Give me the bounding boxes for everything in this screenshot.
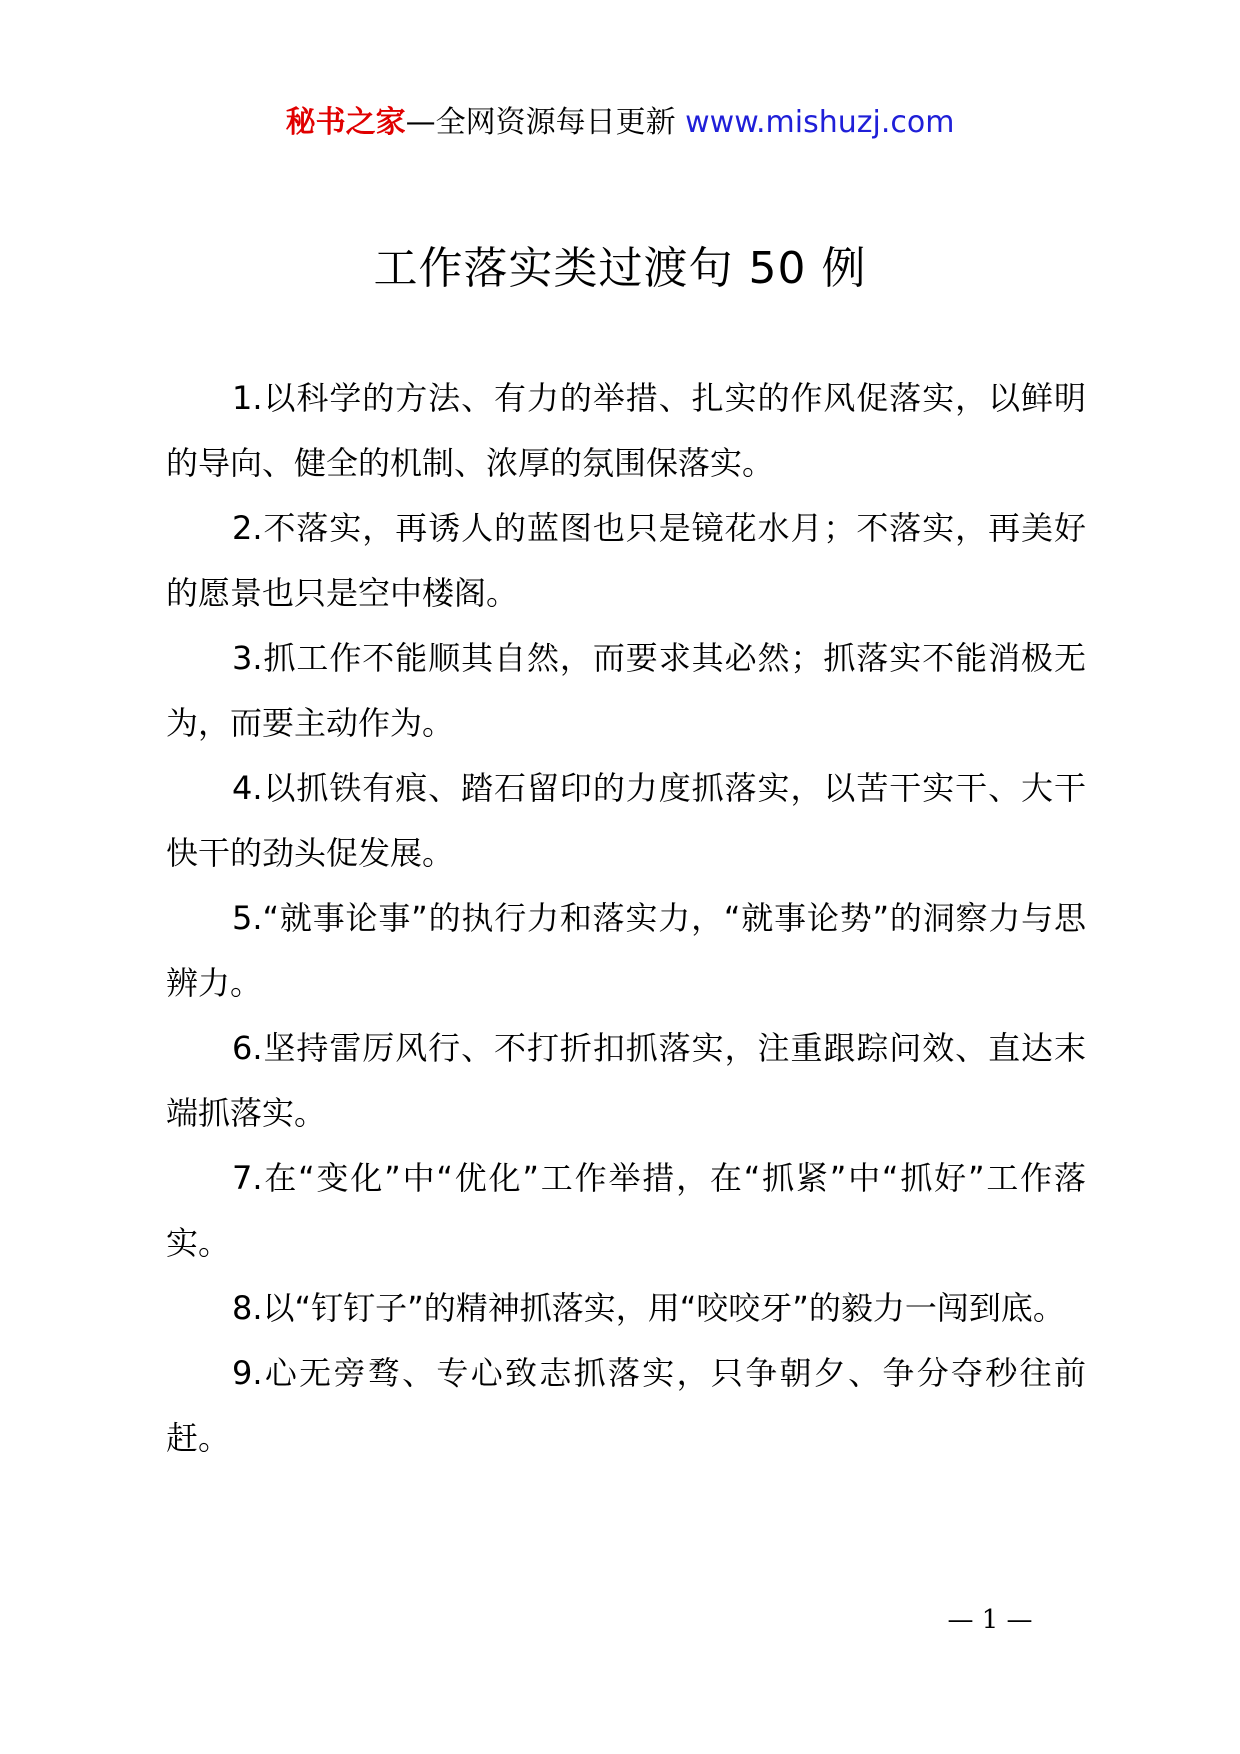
site-brand: 秘书之家 (285, 105, 406, 140)
list-item: 5.“就事论事”的执行力和落实力，“就事论势”的洞察力与思辨力。 (166, 899, 1086, 1002)
list-item: 2.不落实，再诱人的蓝图也只是镜花水月；不落实，再美好的愿景也只是空中楼阁。 (166, 509, 1086, 612)
page-number: — 1 — (947, 1605, 1033, 1635)
site-slogan: —全网资源每日更新 (405, 105, 676, 140)
list-item: 1.以科学的方法、有力的举措、扎实的作风促落实，以鲜明的导向、健全的机制、浓厚的氛围保落实。 (166, 379, 1086, 482)
list-item: 3.抓工作不能顺其自然，而要求其必然；抓落实不能消极无为，而要主动作为。 (166, 639, 1086, 742)
list-item: 9.心无旁骛、专心致志抓落实，只争朝夕、争分夺秒往前赶。 (166, 1354, 1086, 1457)
list-item: 6.坚持雷厉风行、不打折扣抓落实，注重跟踪问效、直达末端抓落实。 (166, 1029, 1086, 1132)
document-title: 工作落实类过渡句 50 例 (373, 243, 867, 294)
site-header (0, 100, 1240, 146)
site-url-link[interactable]: www.mishuzj.com (685, 105, 955, 140)
list-item: 7.在“变化”中“优化”工作举措，在“抓紧”中“抓好”工作落实。 (166, 1159, 1086, 1262)
list-item: 4.以抓铁有痕、踏石留印的力度抓落实，以苦干实干、大干快干的劲头促发展。 (166, 769, 1086, 872)
list-item: 8.以“钉钉子”的精神抓落实，用“咬咬牙”的毅力一闯到底。 (232, 1289, 1065, 1327)
document-body (166, 366, 1086, 1471)
